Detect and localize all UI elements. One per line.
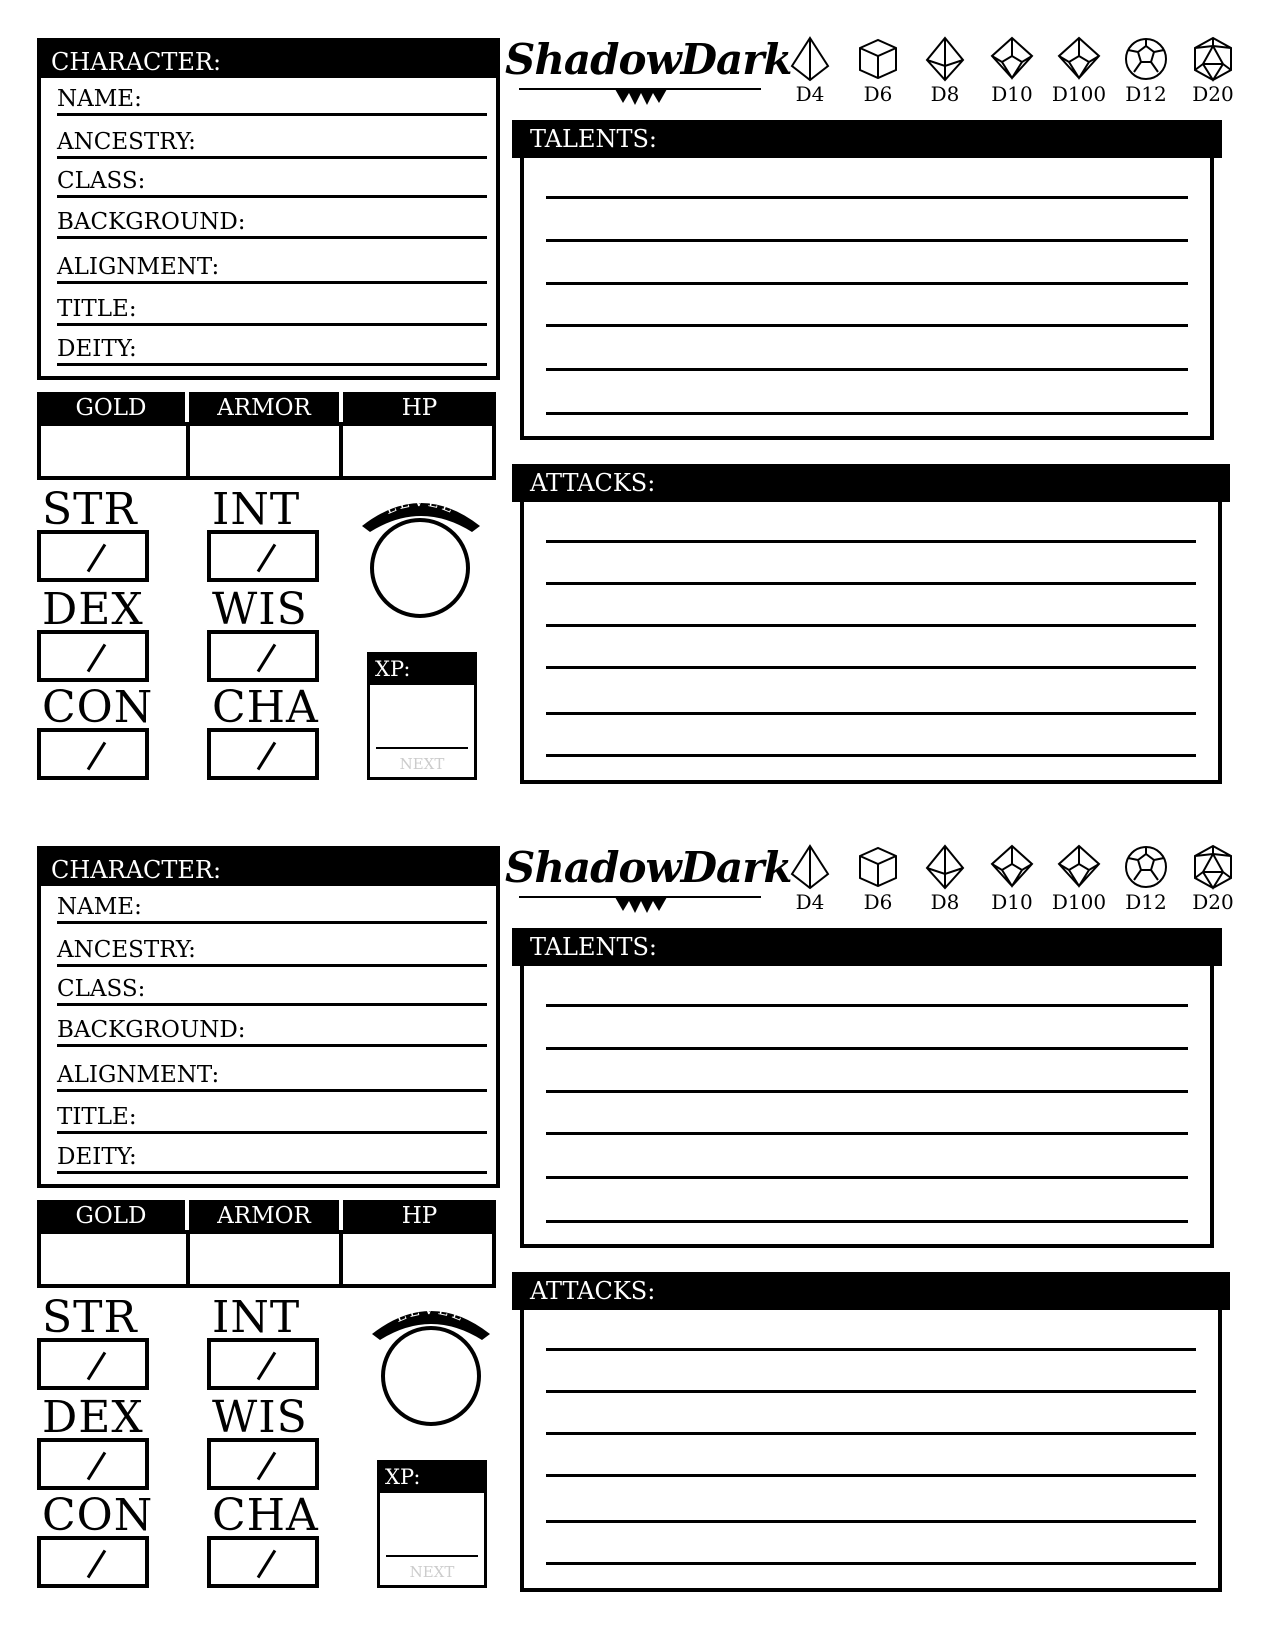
attacks-body[interactable]: [520, 1310, 1222, 1592]
slash: [257, 1452, 277, 1481]
deity-field[interactable]: DEITY:: [57, 330, 487, 366]
str-box[interactable]: [37, 530, 149, 582]
logo-text: ShadowDark: [505, 843, 792, 892]
slash: [87, 1550, 107, 1579]
slash: [87, 1352, 107, 1381]
dex-box[interactable]: [37, 630, 149, 682]
gold-input[interactable]: [37, 1230, 190, 1288]
int-label: INT: [212, 484, 301, 535]
d8-icon: D8: [915, 36, 975, 106]
talents-panel: [512, 928, 1222, 1248]
d20-icon: D20: [1183, 844, 1243, 914]
con-label: CON: [42, 1490, 154, 1541]
attacks-panel: [512, 1272, 1230, 1592]
slash: [87, 742, 107, 771]
slash: [257, 742, 277, 771]
level-circle[interactable]: [370, 518, 470, 618]
talents-header: TALENTS:: [512, 120, 1222, 158]
cha-label: CHA: [212, 682, 319, 733]
logo-ornament: [515, 85, 765, 109]
con-label: CON: [42, 682, 154, 733]
xp-next-label: NEXT: [409, 1563, 455, 1581]
class-field[interactable]: CLASS:: [57, 164, 487, 198]
slash: [87, 544, 107, 573]
gold-header: GOLD: [37, 392, 185, 424]
character-box: [37, 38, 500, 380]
str-label: STR: [42, 484, 138, 535]
logo-text: ShadowDark: [505, 35, 792, 84]
slash: [257, 544, 277, 573]
talents-body[interactable]: [520, 966, 1214, 1248]
d6-icon: D6: [848, 844, 908, 914]
title-field[interactable]: TITLE:: [57, 290, 487, 326]
hp-input[interactable]: [339, 1230, 496, 1288]
d12-icon: D12: [1116, 844, 1176, 914]
con-box[interactable]: [37, 1536, 149, 1588]
xp-label: XP:: [370, 655, 474, 685]
d6-icon: D6: [848, 36, 908, 106]
hp-input[interactable]: [339, 422, 496, 480]
str-label: STR: [42, 1292, 138, 1343]
shadowdark-logo: [505, 35, 792, 105]
character-box: [37, 846, 500, 1188]
xp-box[interactable]: [367, 652, 477, 780]
title-field[interactable]: TITLE:: [57, 1098, 487, 1134]
slash: [257, 1550, 277, 1579]
wis-label: WIS: [212, 584, 308, 635]
background-field[interactable]: BACKGROUND:: [57, 1012, 487, 1047]
attacks-header: ATTACKS:: [512, 464, 1230, 502]
class-field[interactable]: CLASS:: [57, 972, 487, 1006]
name-field[interactable]: NAME:: [57, 84, 487, 116]
cha-box[interactable]: [207, 728, 319, 780]
armor-input[interactable]: [186, 1230, 343, 1288]
slash: [257, 1352, 277, 1381]
dex-label: DEX: [42, 1392, 144, 1443]
slash: [257, 644, 277, 673]
level-circle[interactable]: [381, 1326, 481, 1426]
wis-box[interactable]: [207, 1438, 319, 1490]
hp-header: HP: [343, 392, 496, 424]
character-sheet-2: [0, 808, 1275, 1618]
d12-icon: D12: [1116, 36, 1176, 106]
wis-box[interactable]: [207, 630, 319, 682]
dex-box[interactable]: [37, 1438, 149, 1490]
xp-divider: [376, 747, 468, 749]
wis-label: WIS: [212, 1392, 308, 1443]
cha-label: CHA: [212, 1490, 319, 1541]
int-box[interactable]: [207, 1338, 319, 1390]
xp-next-label: NEXT: [399, 755, 445, 773]
cha-box[interactable]: [207, 1536, 319, 1588]
character-header: CHARACTER:: [41, 850, 496, 886]
character-header: CHARACTER:: [41, 42, 496, 78]
talents-header: TALENTS:: [512, 928, 1222, 966]
talents-body[interactable]: [520, 158, 1214, 440]
deity-field[interactable]: DEITY:: [57, 1138, 487, 1174]
d8-icon: D8: [915, 844, 975, 914]
talents-panel: [512, 120, 1222, 440]
ancestry-field[interactable]: ANCESTRY:: [57, 934, 487, 967]
alignment-field[interactable]: ALIGNMENT:: [57, 1056, 487, 1092]
d10-icon: D10: [982, 36, 1042, 106]
armor-header: ARMOR: [189, 1200, 339, 1232]
armor-input[interactable]: [186, 422, 343, 480]
armor-header: ARMOR: [189, 392, 339, 424]
xp-divider: [386, 1555, 478, 1557]
level-label: LEVEL: [382, 492, 459, 519]
d4-icon: D4: [780, 36, 840, 106]
hp-header: HP: [343, 1200, 496, 1232]
background-field[interactable]: BACKGROUND:: [57, 204, 487, 239]
shadowdark-logo: [505, 843, 792, 913]
slash: [87, 644, 107, 673]
xp-label: XP:: [380, 1463, 484, 1493]
attacks-panel: [512, 464, 1230, 784]
d4-icon: D4: [780, 844, 840, 914]
dex-label: DEX: [42, 584, 144, 635]
con-box[interactable]: [37, 728, 149, 780]
d10-icon: D10: [982, 844, 1042, 914]
int-box[interactable]: [207, 530, 319, 582]
d100-icon: D100: [1049, 36, 1109, 106]
alignment-field[interactable]: ALIGNMENT:: [57, 248, 487, 284]
level-label: LEVEL: [392, 1300, 469, 1327]
logo-ornament: [515, 893, 765, 917]
xp-box[interactable]: [377, 1460, 487, 1588]
attacks-body[interactable]: [520, 502, 1222, 784]
d100-icon: D100: [1049, 844, 1109, 914]
d20-icon: D20: [1183, 36, 1243, 106]
name-field[interactable]: NAME:: [57, 892, 487, 924]
gold-header: GOLD: [37, 1200, 185, 1232]
gold-input[interactable]: [37, 422, 190, 480]
slash: [87, 1452, 107, 1481]
attacks-header: ATTACKS:: [512, 1272, 1230, 1310]
str-box[interactable]: [37, 1338, 149, 1390]
character-sheet-1: [0, 0, 1275, 810]
int-label: INT: [212, 1292, 301, 1343]
ancestry-field[interactable]: ANCESTRY:: [57, 126, 487, 159]
